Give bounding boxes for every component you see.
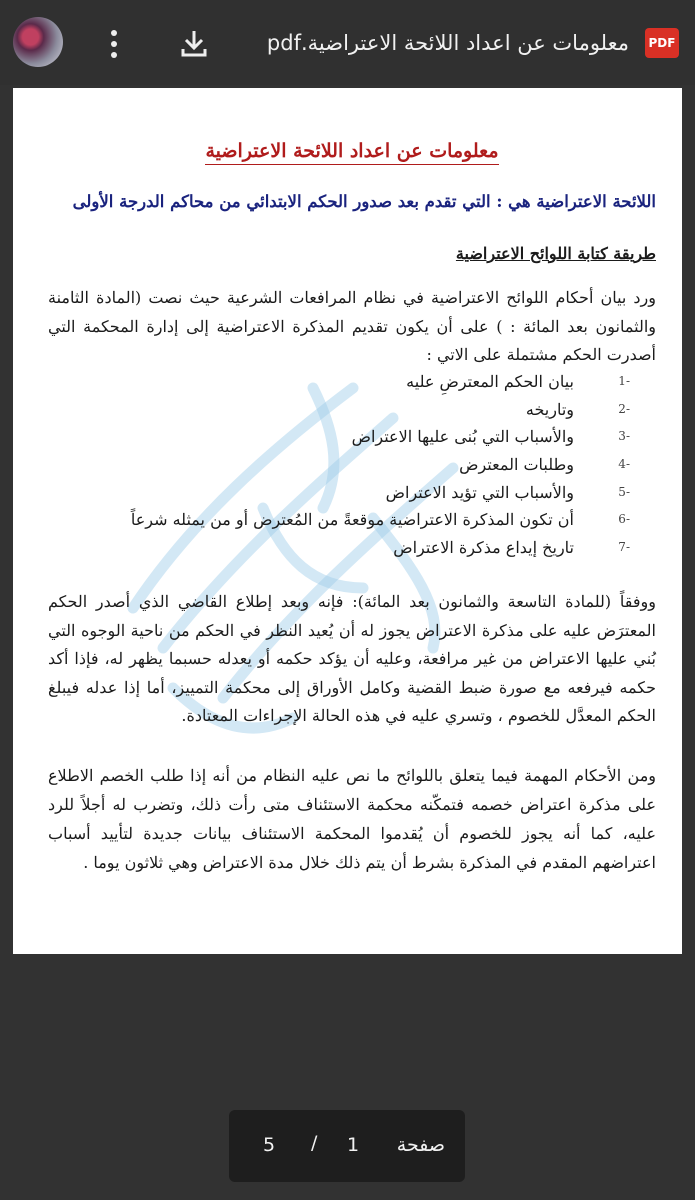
document-title: معلومات عن اعداد اللائحة الاعتراضية: [48, 140, 656, 162]
page-indicator: [229, 1110, 465, 1182]
list-item: -2 وتاريخه: [525, 399, 630, 419]
paragraph-intro: ورد بيان أحكام اللوائح الاعتراضية في نظام المرافعات الشرعية حيث نصت (المادة الثامنة والثمانون بعد المائة : ) على أن يكون تقديم المذكرة الاعتراضية إلى إدارة المحكمة التي أصدرت الحكم مشتملة على الاتي :: [48, 288, 656, 364]
download-button[interactable]: [170, 22, 218, 66]
requirements-list: [48, 368, 656, 562]
avatar[interactable]: [13, 17, 63, 67]
app-bar: [0, 0, 695, 85]
list-item: -6 أن تكون المذكرة الاعتراضية موقعةً من المُعترض أو من يمثله شرعاً: [130, 510, 630, 530]
current-page: 1: [347, 1134, 360, 1156]
page-separator: /: [311, 1132, 318, 1154]
pdf-icon: PDF: [645, 28, 679, 58]
list-item: -4 وطلبات المعترض: [459, 455, 630, 475]
section-heading: طريقة كتابة اللوائح الاعتراضية: [455, 244, 656, 263]
more-vert-icon: [109, 29, 119, 59]
list-item: -7 تاريخ إيداع مذكرة الاعتراض: [393, 538, 630, 558]
file-title: معلومات عن اعداد اللائحة الاعتراضية.pdf: [266, 31, 629, 55]
more-options-button[interactable]: [92, 22, 136, 66]
paragraph-article-189: ووفقاً (للمادة التاسعة والثمانون بعد المائة): فإنه وبعد إطلاع القاضي الذي أصدر الحكم المعترَض عليه على مذكرة الاعتراض يجوز له أن يُعيد النظر في الحكم من ناحية الوجوه التي بُني عليها الاعتراض من غير مرافعة، وعليه أن يؤكد حكمه أو يعدله حسبما يظهر له، فإذا أكد حكمه فيرفعه مع صورة ضبط القضية وكامل الأوراق إلى محكمة التمييز، أما إذا عدله فيبلغ الحكم المعدَّل للخصوم ، وتسري عليه في هذه الحالة الإجراءات المعتادة.: [48, 592, 656, 725]
definition-line: اللائحة الاعتراضية هي : التي تقدم بعد صدور الحكم الابتدائي من محاكم الدرجة الأولى: [72, 192, 656, 211]
list-item: -1 بيان الحكم المعترضِ عليه: [406, 372, 630, 391]
list-item: -5 والأسباب التي تؤيد الاعتراض: [385, 482, 630, 502]
list-item: -3 والأسباب التي بُنى عليها الاعتراض: [351, 427, 630, 447]
page-label: صفحة: [396, 1134, 445, 1156]
download-icon: [179, 28, 209, 60]
total-pages: 5: [263, 1134, 276, 1156]
pdf-page: [13, 88, 682, 954]
paragraph-important-rules: ومن الأحكام المهمة فيما يتعلق باللوائح ما نص عليه النظام من أنه إذا طلب الخصم الاطلاع على مذكرة اعتراض خصمه فتمكّنه محكمة الاستئناف متى رأت ذلك، وتضرب له أجلاً للرد عليه، كما أنه يجوز للخصوم أن يُقدموا المحكمة الاستئناف بيانات جديدة لتأييد أسباب اعتراضهم المقدم في المذكرة بشرط أن يتم ذلك خلال مدة الاعتراض وهي ثلاثون يوما .: [48, 766, 656, 872]
